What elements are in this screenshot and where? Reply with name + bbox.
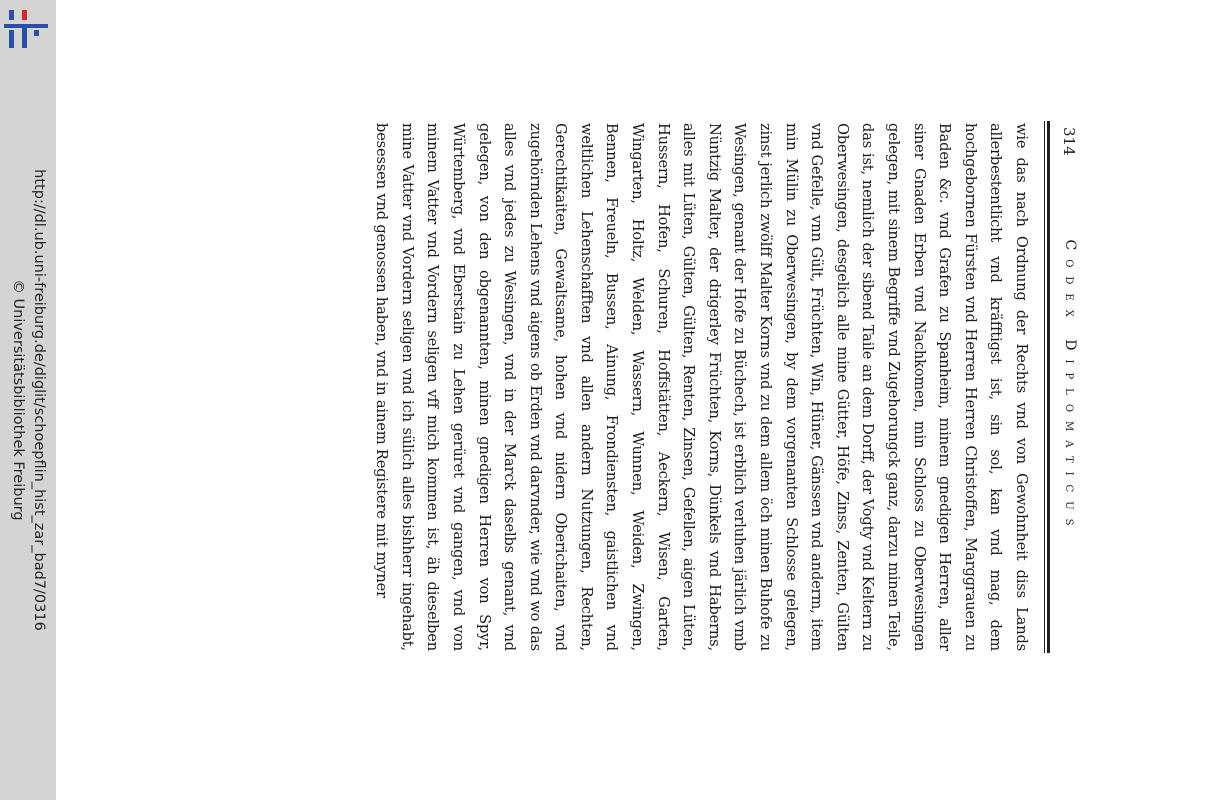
source-url[interactable]: http://dl.ub.uni-freiburg.de/diglit/schoepflin_hist_zar_bad7/0316: [31, 169, 47, 631]
page-number: 314: [1060, 127, 1078, 156]
sidebar-caption: [7, 169, 49, 631]
header-rule-thick: [1047, 121, 1050, 653]
body-text: [369, 123, 1034, 651]
body-paragraph: wie das nach Ordnung der Rechts vnd von Gewohnheit diss Lands allerbestentlicht vnd kräfftigst ist, sin sol, kan vnd mag, dem hochgebornen Fürsten vnd Herren Herren Christoffen, Marggrauen zu Baden &c. vnd Grafen zu Spanheim, minem gnedigen Herren, aller siner Gnaden Erben vnd Nachkomen, min Schloss zu Oberwesingen gelegen, mit sinem Begriffe vnd Zugehorungck ganz, darzu minen Teile, das ist, nemlich der sibend Taile an dem Dorff, der Vogty vnd Keltern zu Oberwesingen, desgelich alle mine Gütter, Höfe, Zinss, Zenten, Gülten vnd Gefelle, vnn Gült, Früchten, Win, Hüner, Gänssen vnd anderm, item min Mülin zu Oberwesingen, by dem vorgenanten Schlosse gelegen, zinst jerlich zwölff Malter Korns vnd zu dem allem öch minen Buhofe zu Wesingen, genant der Hofe zu Büchech, ist erblich verluhen järlich vmb Nüntzig Malter, der drigerley Früchten, Korns, Dünkels vnd Haberns, alles mit Lüten, Gülten, Gülten, Renten, Zinsen, Gefellen, aigen Lüten, Hussern, Hofen, Schuren, Hoffstätten, Aeckern, Wisen, Garten, Wingarten, Holtz, Welden, Wassern, Wunnen, Weiden, Zwingen, Bennen, Freueln, Bussen, Ainung, Frondiensten, gaistlichen vnd weltlichen Lehenschafften vnd allen andern Nutzungen, Rechten, Gerechtikaiten, Gewaltsame, hohen vnd nidern Oberichaiten, vnd zugehörnden Lehens vnd aigens ob Erden vnd darvnder, wie vnd wo das alles vnd jedes zu Wesingen, vnd in der Marck daselbs genant, vnd gelegen, von den obgenannten, minen gnedigen Herren von Spyr, Würtemberg, vnd Eberstain zu Lehen gerüret vnd gangen, vnd von minem Vatter vnd Vordern seligen vff mich kommen ist, äh dieselben mine Vatter vnd Vordern seligen vnd ich sülich alles bishherr ingehabt, besessen vnd genossen haben, vnd in ainem Registere mit myner: [373, 123, 1030, 651]
scanned-page: [56, 0, 1217, 800]
running-title: Codex Diplomaticus: [1062, 239, 1078, 535]
copyright-notice: © Universitätsbibliothek Freiburg: [10, 279, 26, 521]
page-header: [1054, 121, 1080, 653]
viewer-sidebar: [0, 0, 56, 800]
ub-freiburg-logo-icon[interactable]: [4, 8, 48, 50]
page-content: [328, 117, 1088, 657]
header-rule-thin: [1044, 121, 1045, 653]
